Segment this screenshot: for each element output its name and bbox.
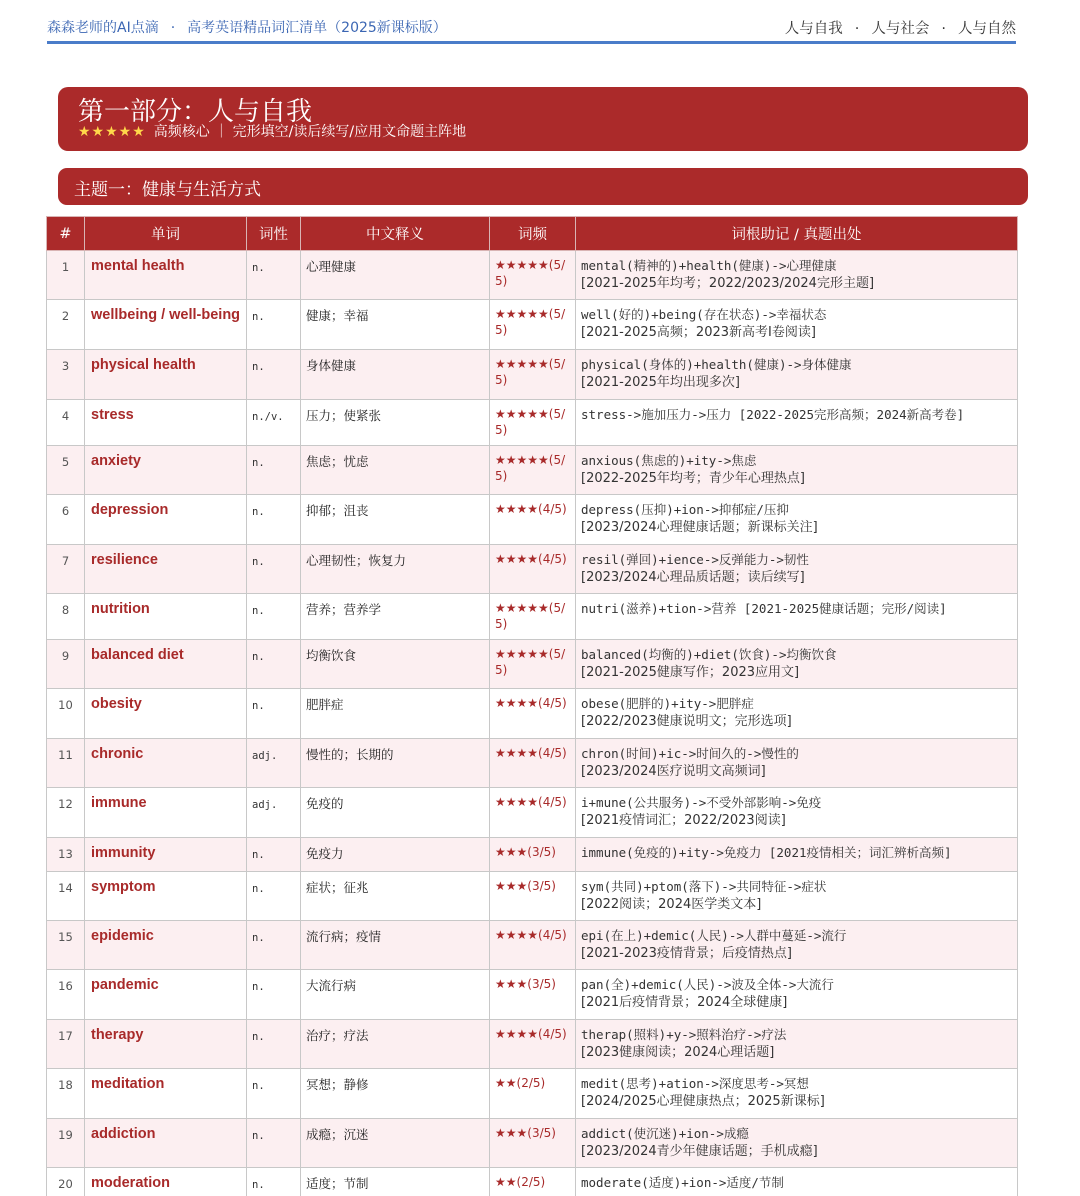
vocab-word: chronic bbox=[85, 739, 247, 788]
etymology-text: obese(肥胖的)+ity->肥胖症 bbox=[581, 696, 754, 711]
chinese-meaning: 慢性的；长期的 bbox=[301, 739, 490, 788]
row-number: 9 bbox=[47, 640, 85, 689]
vocab-word: depression bbox=[85, 495, 247, 545]
chinese-meaning: 心理健康 bbox=[301, 251, 490, 300]
frequency-rating: ★★★(3/5) bbox=[490, 1119, 576, 1168]
vocab-word: moderation bbox=[85, 1168, 247, 1196]
frequency-rating: ★★★★★(5/5) bbox=[490, 640, 576, 689]
table-row bbox=[47, 446, 1018, 495]
part-of-speech: n. bbox=[247, 495, 301, 545]
mnemonic-note bbox=[576, 1020, 1018, 1069]
mnemonic-note bbox=[576, 446, 1018, 495]
mnemonic-note bbox=[576, 300, 1018, 350]
etymology-text: well(好的)+being(存在状态)->幸福状态 bbox=[581, 307, 827, 322]
mnemonic-note bbox=[576, 788, 1018, 838]
row-number: 17 bbox=[47, 1020, 85, 1069]
exam-source-text: [2023/2024心理健康话题；新课标关注] bbox=[581, 520, 818, 535]
exam-source-text: [2023/2024心理品质话题；读后续写] bbox=[581, 570, 805, 585]
vocab-word: pandemic bbox=[85, 970, 247, 1020]
chinese-meaning: 抑郁；沮丧 bbox=[301, 495, 490, 545]
frequency-rating: ★★★★★(5/5) bbox=[490, 400, 576, 446]
vocab-word: wellbeing / well-being bbox=[85, 300, 247, 350]
exam-source-text: [2021-2023疫情背景；后疫情热点] bbox=[581, 946, 793, 961]
table-row bbox=[47, 1168, 1018, 1196]
etymology-text: medit(思考)+ation->深度思考->冥想 bbox=[581, 1076, 809, 1091]
etymology-text: therap(照料)+y->照料治疗->疗法 bbox=[581, 1027, 787, 1042]
frequency-rating: ★★(2/5) bbox=[490, 1069, 576, 1119]
part-of-speech: n. bbox=[247, 350, 301, 400]
mnemonic-note bbox=[576, 495, 1018, 545]
row-number: 5 bbox=[47, 446, 85, 495]
etymology-text: immune(免疫的)+ity->免疫力 [2021疫情相关；词汇辨析高频] bbox=[581, 845, 952, 860]
mnemonic-note bbox=[576, 594, 1018, 640]
exam-source-text: [2021-2025年均出现多次] bbox=[581, 375, 741, 390]
frequency-rating: ★★★★★(5/5) bbox=[490, 300, 576, 350]
exam-source-text: [2023/2024医疗说明文高频词] bbox=[581, 764, 766, 779]
column-header-pos: 词性 bbox=[247, 217, 301, 251]
row-number: 12 bbox=[47, 788, 85, 838]
part-of-speech: n. bbox=[247, 446, 301, 495]
part-of-speech: n. bbox=[247, 1069, 301, 1119]
frequency-rating: ★★★★(4/5) bbox=[490, 689, 576, 739]
breadcrumb-separator: · bbox=[170, 20, 176, 36]
chinese-meaning: 免疫的 bbox=[301, 788, 490, 838]
row-number: 15 bbox=[47, 921, 85, 970]
row-number: 20 bbox=[47, 1168, 85, 1196]
mnemonic-note bbox=[576, 921, 1018, 970]
top-header bbox=[47, 14, 1016, 44]
table-row bbox=[47, 350, 1018, 400]
etymology-text: addict(使沉迷)+ion->成瘾 bbox=[581, 1126, 749, 1141]
table-row bbox=[47, 594, 1018, 640]
topic-title: 主题一：健康与生活方式 bbox=[74, 180, 261, 200]
etymology-text: physical(身体的)+health(健康)->身体健康 bbox=[581, 357, 852, 372]
chinese-meaning: 冥想；静修 bbox=[301, 1069, 490, 1119]
frequency-rating: ★★★★(4/5) bbox=[490, 921, 576, 970]
table-row bbox=[47, 970, 1018, 1020]
table-body bbox=[47, 251, 1018, 1196]
chinese-meaning: 焦虑；忧虑 bbox=[301, 446, 490, 495]
etymology-text: anxious(焦虑的)+ity->焦虑 bbox=[581, 453, 757, 468]
etymology-text: moderate(适度)+ion->适度/节制 bbox=[581, 1175, 784, 1190]
part-subtitle-text: 高频核心 ｜ 完形填空/读后续写/应用文命题主阵地 bbox=[153, 124, 467, 140]
etymology-text: i+mune(公共服务)->不受外部影响->免疫 bbox=[581, 795, 822, 810]
row-number: 4 bbox=[47, 400, 85, 446]
row-number: 7 bbox=[47, 545, 85, 594]
theme-separator: · bbox=[854, 21, 860, 37]
part-of-speech: n. bbox=[247, 1168, 301, 1196]
etymology-text: depress(压抑)+ion->抑郁症/压抑 bbox=[581, 502, 789, 517]
chinese-meaning: 适度；节制 bbox=[301, 1168, 490, 1196]
frequency-rating: ★★★(3/5) bbox=[490, 970, 576, 1020]
chinese-meaning: 营养；营养学 bbox=[301, 594, 490, 640]
vocab-word: symptom bbox=[85, 872, 247, 921]
vocabulary-table bbox=[46, 216, 1018, 1196]
theme-nav bbox=[785, 17, 1016, 38]
mnemonic-note bbox=[576, 640, 1018, 689]
etymology-text: epi(在上)+demic(人民)->人群中蔓延->流行 bbox=[581, 928, 847, 943]
etymology-text: mental(精神的)+health(健康)->心理健康 bbox=[581, 258, 837, 273]
table-row bbox=[47, 251, 1018, 300]
mnemonic-note bbox=[576, 1119, 1018, 1168]
mnemonic-note bbox=[576, 350, 1018, 400]
breadcrumb-author[interactable]: 森森老师的AI点滴 bbox=[47, 20, 159, 36]
row-number: 18 bbox=[47, 1069, 85, 1119]
part-of-speech: adj. bbox=[247, 739, 301, 788]
exam-source-text: [2022阅读；2024医学类文本] bbox=[581, 897, 762, 912]
frequency-rating: ★★★★(4/5) bbox=[490, 545, 576, 594]
vocab-word: physical health bbox=[85, 350, 247, 400]
chinese-meaning: 症状；征兆 bbox=[301, 872, 490, 921]
chinese-meaning: 流行病；疫情 bbox=[301, 921, 490, 970]
vocab-word: epidemic bbox=[85, 921, 247, 970]
row-number: 8 bbox=[47, 594, 85, 640]
frequency-rating: ★★★★(4/5) bbox=[490, 739, 576, 788]
table-row bbox=[47, 921, 1018, 970]
table-row bbox=[47, 788, 1018, 838]
chinese-meaning: 健康；幸福 bbox=[301, 300, 490, 350]
exam-source-text: [2024/2025心理健康热点；2025新课标] bbox=[581, 1094, 825, 1109]
table-row bbox=[47, 739, 1018, 788]
part-of-speech: n. bbox=[247, 640, 301, 689]
part-of-speech: n. bbox=[247, 872, 301, 921]
table-row bbox=[47, 1020, 1018, 1069]
part-of-speech: n. bbox=[247, 921, 301, 970]
exam-source-text: [2022/2023健康说明文；完形选项] bbox=[581, 714, 792, 729]
part-of-speech: n. bbox=[247, 970, 301, 1020]
frequency-rating: ★★★★★(5/5) bbox=[490, 594, 576, 640]
column-header-frequency: 词频 bbox=[490, 217, 576, 251]
vocab-word: therapy bbox=[85, 1020, 247, 1069]
theme-link-nature[interactable]: 人与自然 bbox=[958, 21, 1016, 37]
etymology-text: stress->施加压力->压力 [2022-2025完形高频；2024新高考卷] bbox=[581, 407, 965, 422]
vocab-word: balanced diet bbox=[85, 640, 247, 689]
vocab-word: resilience bbox=[85, 545, 247, 594]
chinese-meaning: 免疫力 bbox=[301, 838, 490, 872]
mnemonic-note bbox=[576, 872, 1018, 921]
etymology-text: sym(共同)+ptom(落下)->共同特征->症状 bbox=[581, 879, 827, 894]
mnemonic-note bbox=[576, 545, 1018, 594]
vocab-word: anxiety bbox=[85, 446, 247, 495]
frequency-rating: ★★(2/5) bbox=[490, 1168, 576, 1196]
chinese-meaning: 成瘾；沉迷 bbox=[301, 1119, 490, 1168]
row-number: 14 bbox=[47, 872, 85, 921]
part-of-speech: n. bbox=[247, 594, 301, 640]
mnemonic-note bbox=[576, 689, 1018, 739]
part-of-speech: n. bbox=[247, 251, 301, 300]
table-header-row bbox=[47, 217, 1018, 251]
vocab-word: meditation bbox=[85, 1069, 247, 1119]
row-number: 11 bbox=[47, 739, 85, 788]
chinese-meaning: 压力；使紧张 bbox=[301, 400, 490, 446]
star-rating-icon: ★★★★★ bbox=[78, 124, 146, 140]
theme-link-self[interactable]: 人与自我 bbox=[784, 21, 843, 37]
part-title: 第一部分：人与自我 bbox=[78, 97, 313, 127]
frequency-rating: ★★★★★(5/5) bbox=[490, 350, 576, 400]
etymology-text: resil(弹回)+ience->反弹能力->韧性 bbox=[581, 552, 809, 567]
etymology-text: pan(全)+demic(人民)->波及全体->大流行 bbox=[581, 977, 834, 992]
row-number: 3 bbox=[47, 350, 85, 400]
vocab-word: addiction bbox=[85, 1119, 247, 1168]
vocab-word: stress bbox=[85, 400, 247, 446]
part-banner bbox=[58, 87, 1028, 151]
frequency-rating: ★★★★(4/5) bbox=[490, 788, 576, 838]
table-row bbox=[47, 495, 1018, 545]
part-of-speech: n./v. bbox=[247, 400, 301, 446]
table-row bbox=[47, 640, 1018, 689]
part-of-speech: n. bbox=[247, 1119, 301, 1168]
theme-link-society[interactable]: 人与社会 bbox=[871, 21, 930, 37]
etymology-text: balanced(均衡的)+diet(饮食)->均衡饮食 bbox=[581, 647, 837, 662]
theme-separator: · bbox=[941, 21, 946, 37]
column-header-notes: 词根助记 / 真题出处 bbox=[576, 217, 1018, 251]
vocab-word: obesity bbox=[85, 689, 247, 739]
mnemonic-note bbox=[576, 1168, 1018, 1196]
table-row bbox=[47, 400, 1018, 446]
exam-source-text: [2021-2025高频；2023新高考Ⅰ卷阅读] bbox=[581, 325, 816, 340]
exam-source-text: [2021-2025年均考；2022/2023/2024完形主题] bbox=[581, 276, 875, 291]
mnemonic-note bbox=[576, 1069, 1018, 1119]
chinese-meaning: 大流行病 bbox=[301, 970, 490, 1020]
mnemonic-note bbox=[576, 400, 1018, 446]
row-number: 1 bbox=[47, 251, 85, 300]
topic-banner bbox=[58, 168, 1028, 205]
part-of-speech: n. bbox=[247, 545, 301, 594]
part-subtitle bbox=[78, 123, 466, 141]
column-header-word: 单词 bbox=[85, 217, 247, 251]
mnemonic-note bbox=[576, 970, 1018, 1020]
frequency-rating: ★★★★★(5/5) bbox=[490, 251, 576, 300]
exam-source-text: [2022-2025年均考；青少年心理热点] bbox=[581, 471, 806, 486]
table-row bbox=[47, 1119, 1018, 1168]
etymology-text: chron(时间)+ic->时间久的->慢性的 bbox=[581, 746, 799, 761]
table-row bbox=[47, 689, 1018, 739]
mnemonic-note bbox=[576, 739, 1018, 788]
chinese-meaning: 治疗；疗法 bbox=[301, 1020, 490, 1069]
row-number: 2 bbox=[47, 300, 85, 350]
column-header-meaning: 中文释义 bbox=[301, 217, 490, 251]
vocab-word: mental health bbox=[85, 251, 247, 300]
exam-source-text: [2021-2025健康写作；2023应用文] bbox=[581, 665, 800, 680]
exam-source-text: [2021疫情词汇；2022/2023阅读] bbox=[581, 813, 786, 828]
exam-source-text: [2023健康阅读；2024心理话题] bbox=[581, 1045, 775, 1060]
breadcrumb-document[interactable]: 高考英语精品词汇清单（2025新课标版） bbox=[187, 20, 447, 36]
exam-source-text: [2023/2024青少年健康话题；手机成瘾] bbox=[581, 1144, 818, 1159]
row-number: 10 bbox=[47, 689, 85, 739]
vocab-word: immunity bbox=[85, 838, 247, 872]
table-row bbox=[47, 838, 1018, 872]
vocab-word: nutrition bbox=[85, 594, 247, 640]
part-of-speech: n. bbox=[247, 838, 301, 872]
frequency-rating: ★★★★★(5/5) bbox=[490, 446, 576, 495]
frequency-rating: ★★★(3/5) bbox=[490, 872, 576, 921]
frequency-rating: ★★★★(4/5) bbox=[490, 1020, 576, 1069]
frequency-rating: ★★★(3/5) bbox=[490, 838, 576, 872]
chinese-meaning: 肥胖症 bbox=[301, 689, 490, 739]
table-row bbox=[47, 300, 1018, 350]
chinese-meaning: 身体健康 bbox=[301, 350, 490, 400]
column-header-number: # bbox=[47, 217, 85, 251]
row-number: 19 bbox=[47, 1119, 85, 1168]
part-of-speech: n. bbox=[247, 1020, 301, 1069]
mnemonic-note bbox=[576, 838, 1018, 872]
part-of-speech: n. bbox=[247, 300, 301, 350]
frequency-rating: ★★★★(4/5) bbox=[490, 495, 576, 545]
row-number: 6 bbox=[47, 495, 85, 545]
table-row bbox=[47, 1069, 1018, 1119]
chinese-meaning: 心理韧性；恢复力 bbox=[301, 545, 490, 594]
row-number: 13 bbox=[47, 838, 85, 872]
table-row bbox=[47, 545, 1018, 594]
exam-source-text: [2021后疫情背景；2024全球健康] bbox=[581, 995, 788, 1010]
part-of-speech: adj. bbox=[247, 788, 301, 838]
row-number: 16 bbox=[47, 970, 85, 1020]
vocab-word: immune bbox=[85, 788, 247, 838]
part-of-speech: n. bbox=[247, 689, 301, 739]
table-row bbox=[47, 872, 1018, 921]
breadcrumb bbox=[47, 17, 447, 37]
etymology-text: nutri(滋养)+tion->营养 [2021-2025健康话题；完形/阅读] bbox=[581, 601, 947, 616]
mnemonic-note bbox=[576, 251, 1018, 300]
chinese-meaning: 均衡饮食 bbox=[301, 640, 490, 689]
